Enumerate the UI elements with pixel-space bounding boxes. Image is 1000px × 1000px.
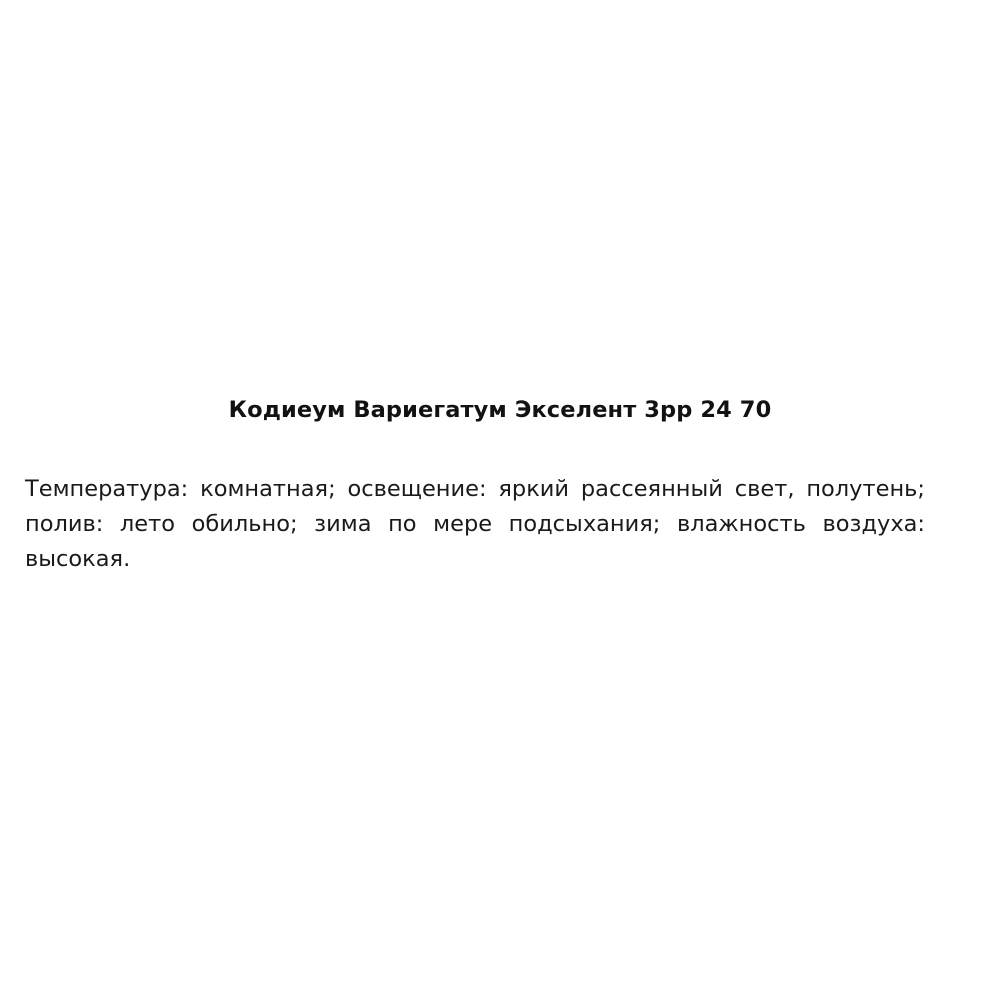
care-instructions-text: Температура: комнатная; освещение: яркий рассеянный свет, полутень; полив: лето обильно; зима по мере подсыхания; влажность воздуха: высокая. — [25, 476, 925, 572]
document-content — [25, 396, 975, 577]
page-title: Кодиеум Вариегатум Экселент 3рр 24 70 — [228, 397, 772, 423]
